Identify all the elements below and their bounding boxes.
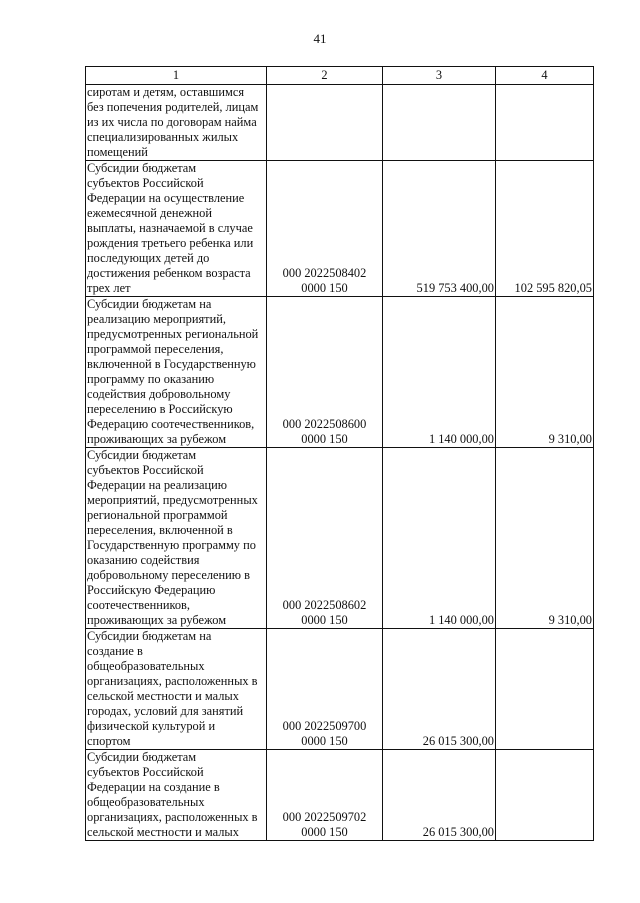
budget-table [85,66,594,841]
row-description: Субсидии бюджетам субъектов Российской Федерации на создание в общеобразовательных организациях, расположенных в сельской местности и малых [86,750,267,841]
table-row [86,629,594,750]
row-description: Субсидии бюджетам на создание в общеобразовательных организациях, расположенных в сельской местности и малых городах, условий для занятий физической культурой и спортом [86,629,267,750]
row-amount: 26 015 300,00 [383,629,496,750]
row-code: 000 2022509702 0000 150 [267,750,383,841]
row-executed [496,629,594,750]
table-row [86,85,594,161]
row-amount: 1 140 000,00 [383,297,496,448]
table-row [86,448,594,629]
row-description: сиротам и детям, оставшимся без попечения родителей, лицам из их числа по договорам найма специализированных жилых помещений [86,85,267,161]
table-row [86,297,594,448]
row-executed: 102 595 820,05 [496,161,594,297]
row-code: 000 2022508600 0000 150 [267,297,383,448]
row-executed: 9 310,00 [496,448,594,629]
row-code: 000 2022509700 0000 150 [267,629,383,750]
row-code [267,85,383,161]
row-amount: 26 015 300,00 [383,750,496,841]
row-description: Субсидии бюджетам субъектов Российской Федерации на реализацию мероприятий, предусмотренных региональной программой переселения, включенной в Государственную программу по оказанию содействия добровольному переселению в Российскую Федерацию соотечественников, проживающих за рубежом [86,448,267,629]
table-row [86,750,594,841]
row-amount [383,85,496,161]
column-header-4: 4 [496,67,594,85]
column-header-2: 2 [267,67,383,85]
table-header-row [86,67,594,85]
table-row [86,161,594,297]
row-code: 000 2022508402 0000 150 [267,161,383,297]
row-description: Субсидии бюджетам на реализацию мероприятий, предусмотренных региональной программой переселения, включенной в Государственную программу по оказанию содействия добровольному переселению в Российскую Федерацию соотечественников, проживающих за рубежом [86,297,267,448]
column-header-1: 1 [86,67,267,85]
row-executed [496,750,594,841]
column-header-3: 3 [383,67,496,85]
row-code: 000 2022508602 0000 150 [267,448,383,629]
page-number: 41 [313,31,327,46]
row-executed [496,85,594,161]
row-description: Субсидии бюджетам субъектов Российской Федерации на осуществление ежемесячной денежной выплаты, назначаемой в случае рождения третьего ребенка или последующих детей до достижения ребенком возраста трех лет [86,161,267,297]
row-amount: 519 753 400,00 [383,161,496,297]
row-amount: 1 140 000,00 [383,448,496,629]
row-executed: 9 310,00 [496,297,594,448]
